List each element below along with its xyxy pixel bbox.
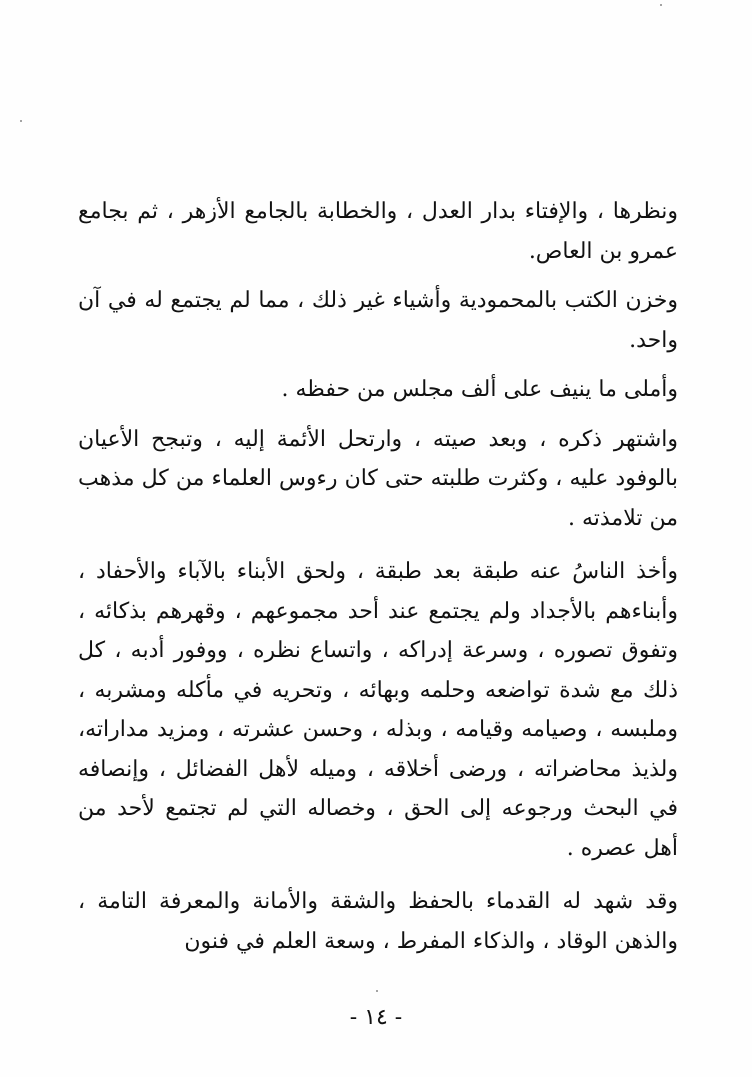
body-text bbox=[78, 192, 678, 961]
scan-speck bbox=[660, 4, 662, 6]
paragraph-1: ونظرها ، والإفتاء بدار العدل ، والخطابة بالجامع الأزهر ، ثم بجامع عمرو بن العاص. bbox=[78, 199, 678, 264]
paragraph-6: وقد شهد له القدماء بالحفظ والشقة والأمانة والمعرفة التامة ، والذهن الوقاد ، والذكاء المفرط ، وسعة العلم في فنون bbox=[78, 889, 678, 954]
paragraph-4: واشتهر ذكره ، وبعد صيته ، وارتحل الأئمة إليه ، وتبجح الأعيان بالوفود عليه ، وكثرت طلبته حتى كان رءوس العلماء من كل مذهب من تلامذته . bbox=[78, 426, 678, 531]
paragraph-3: وأملى ما ينيف على ألف مجلس من حفظه . bbox=[281, 377, 678, 402]
scan-speck bbox=[376, 990, 378, 992]
paragraph-5: وأخذ الناسُ عنه طبقة بعد طبقة ، ولحق الأبناء بالآباء والأحفاد ، وأبناءهم بالأجداد ولم يجتمع عند أحد مجموعهم ، وقهرهم بذكائه ، وتفوق تصوره ، وسرعة إدراكه ، واتساع نظره ، ووفور أدبه ، كل ذلك مع شدة تواضعه وحلمه وبهائه ، وتحريه في مأكله ومشربه ، وملبسه ، وصيامه وقيامه ، وبذله ، وحسن عشرته ، ومزيد مداراته، ولذيذ محاضراته ، ورضى أخلاقه ، وميله لأهل الفضائل ، وإنصافه في البحث ورجوعه إلى الحق ، وخصاله التي لم تجتمع لأحد من أهل عصره . bbox=[78, 559, 678, 861]
scan-speck bbox=[20, 120, 22, 122]
page-number: - ١٤ - bbox=[349, 1005, 403, 1030]
paragraph-2: وخزن الكتب بالمحمودية وأشياء غير ذلك ، مما لم يجتمع له في آن واحد. bbox=[78, 288, 678, 353]
